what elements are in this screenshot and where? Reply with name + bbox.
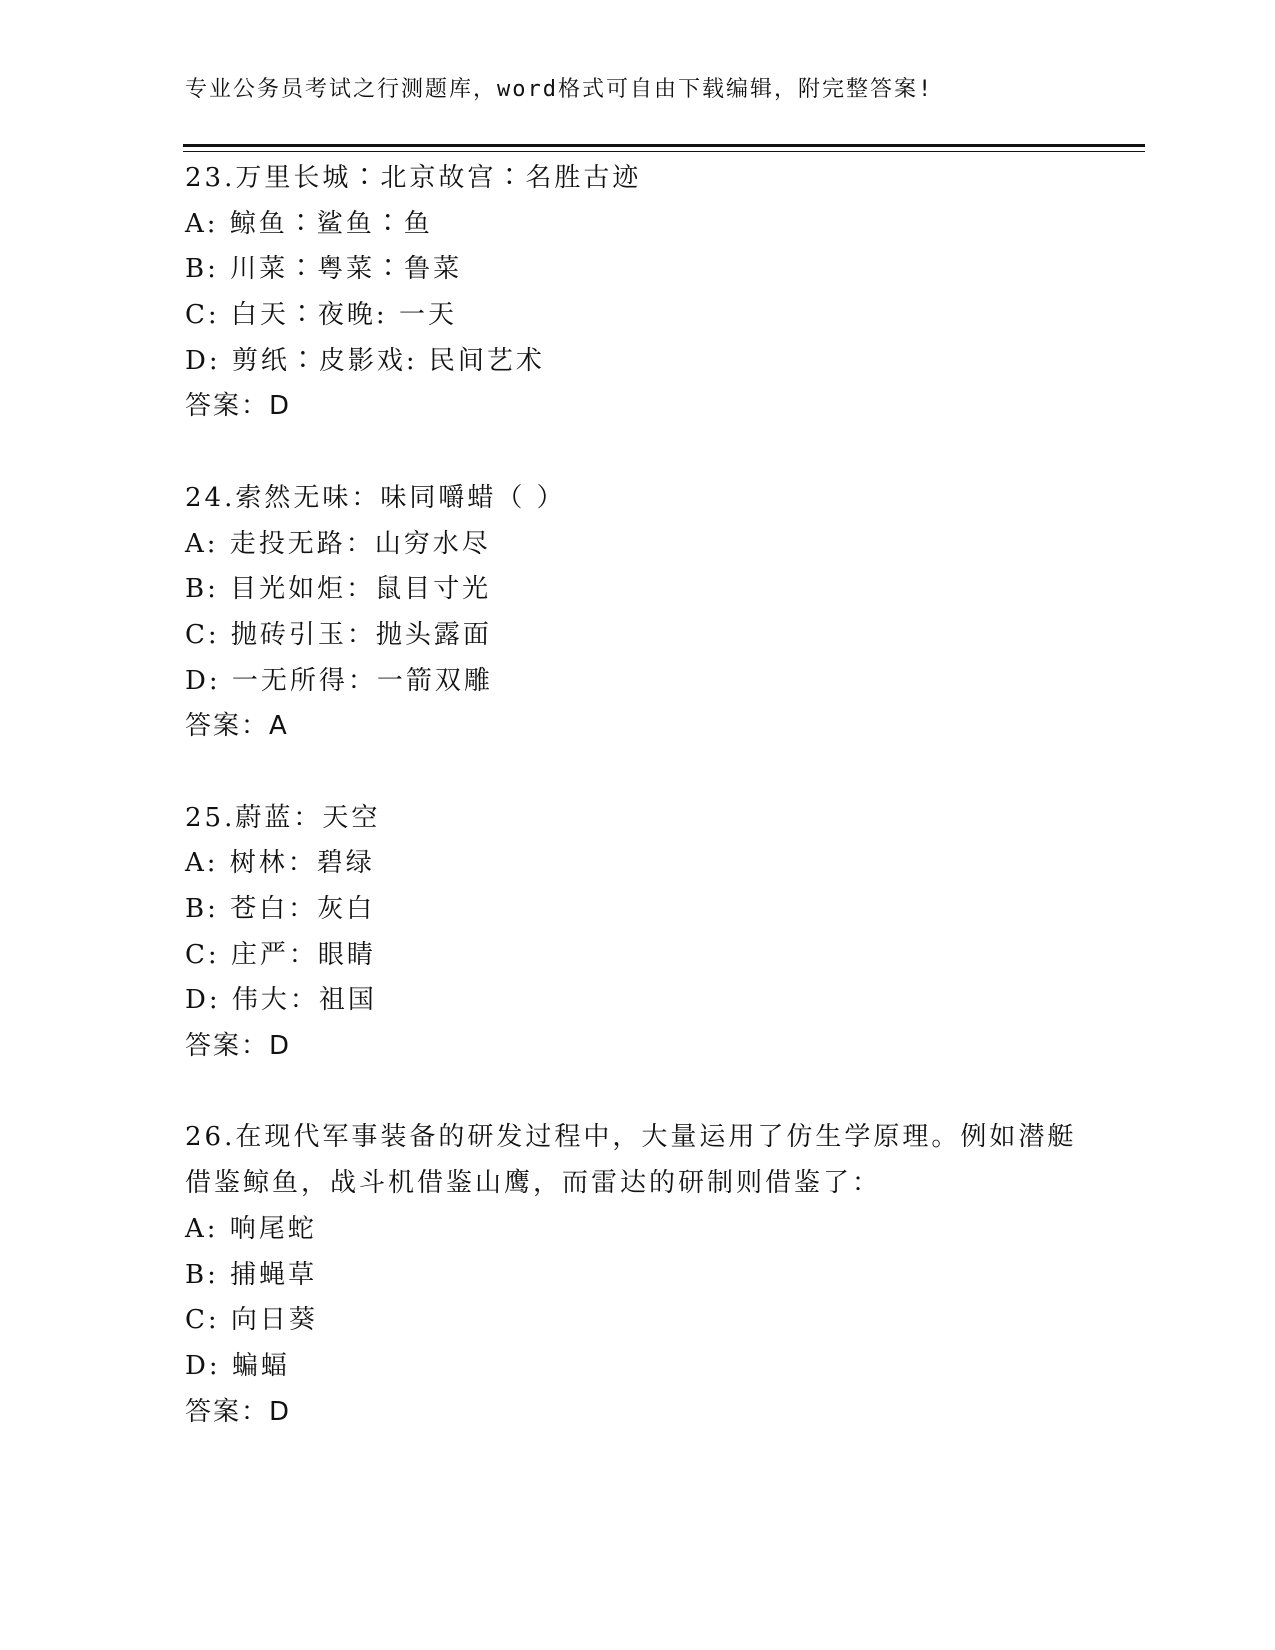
option-c: C: 庄严：眼睛 <box>185 939 376 970</box>
option-b: B: 捕蝇草 <box>185 1259 318 1290</box>
option-a: A: 鲸鱼∶鲨鱼∶鱼 <box>185 208 433 239</box>
answer: 答案：D <box>185 391 292 422</box>
question-stem-line-1: 26.在现代军事装备的研发过程中，大量运用了仿生学原理。例如潜艇 <box>185 1122 1077 1153</box>
spacer <box>185 1070 1085 1116</box>
answer: 答案：D <box>185 1396 292 1427</box>
header-rule-thin <box>183 151 1145 152</box>
question-26 <box>185 1115 1085 1435</box>
page-header: 专业公务员考试之行测题库，word格式可自由下载编辑，附完整答案! <box>185 77 934 102</box>
spacer <box>185 750 1085 796</box>
option-a: A: 树林：碧绿 <box>185 848 375 879</box>
question-stem-line-2: 借鉴鲸鱼，战斗机借鉴山鹰，而雷达的研制则借鉴了： <box>185 1168 882 1199</box>
question-25 <box>185 796 1085 1070</box>
question-stem: 23.万里长城∶北京故宫∶名胜古迹 <box>185 163 642 193</box>
header-rule-thick <box>183 144 1145 147</box>
option-a: A: 走投无路：山穷水尽 <box>185 528 491 559</box>
option-c: C: 抛砖引玉：抛头露面 <box>185 619 492 650</box>
option-b: B: 目光如炬：鼠目寸光 <box>185 574 492 605</box>
option-d: D: 伟大：祖国 <box>185 985 377 1016</box>
question-stem: 24.索然无味：味同嚼蜡（ ） <box>185 482 566 513</box>
answer: 答案：D <box>185 1031 292 1062</box>
option-d: D: 剪纸∶皮影戏: 民间艺术 <box>185 345 545 376</box>
answer: 答案：A <box>185 711 289 742</box>
option-b: B: 苍白：灰白 <box>185 894 376 924</box>
option-d: D: 蝙蝠 <box>185 1350 290 1381</box>
question-24 <box>185 476 1085 750</box>
question-stem: 25.蔚蓝：天空 <box>185 802 381 833</box>
option-b: B: 川菜∶粤菜∶鲁菜 <box>185 254 463 285</box>
question-23 <box>185 156 1085 430</box>
spacer <box>185 430 1085 476</box>
option-d: D: 一无所得：一箭双雕 <box>185 665 493 696</box>
question-list <box>185 156 1085 1435</box>
option-a: A: 响尾蛇 <box>185 1213 317 1244</box>
option-c: C: 向日葵 <box>185 1305 318 1336</box>
option-c: C: 白天∶夜晚: 一天 <box>185 300 457 331</box>
